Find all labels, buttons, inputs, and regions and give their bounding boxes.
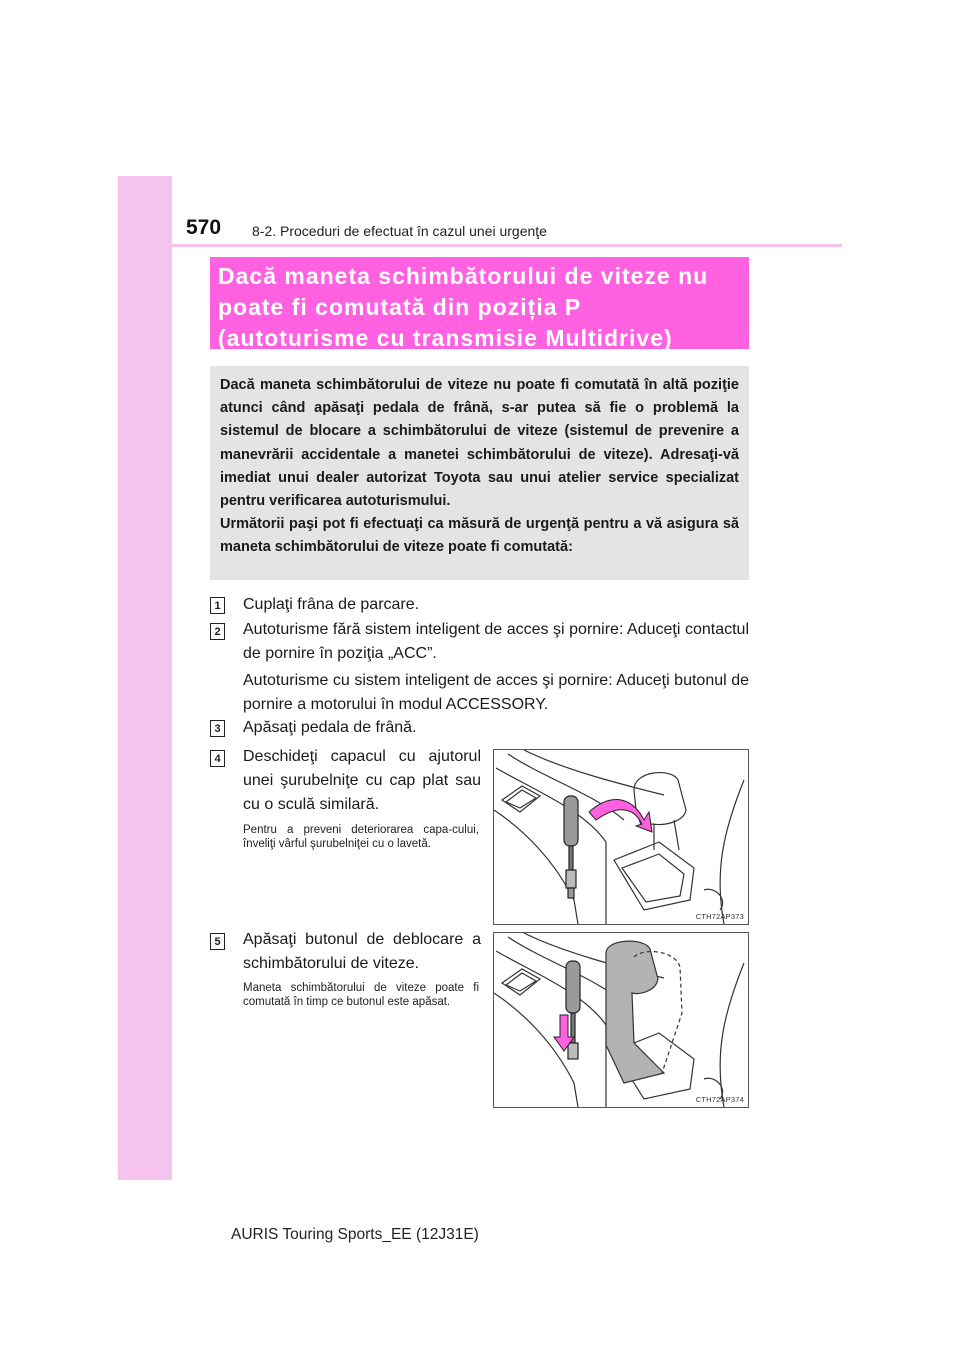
intro-box [210, 366, 749, 580]
figure-open-cover [493, 749, 749, 925]
step-2-text-alt: Autoturisme cu sistem inteligent de acces şi pornire: Aduceţi butonul de pornire a motorului în modul ACCESSORY. [243, 672, 749, 713]
section-title-line-3: (autoturisme cu transmisie Multidrive) [218, 325, 673, 351]
page-footer: AURIS Touring Sports_EE (12J31E) [231, 1226, 479, 1243]
section-title-line-1: Dacă maneta schimbătorului de viteze nu [218, 263, 709, 289]
intro-paragraph-1: Dacă maneta schimbătorului de viteze nu poate fi comutată în altă poziţie atunci când apăsaţi pedala de frână, s-ar putea să fie o problemă la sistemul de blocare a schimbătorului de viteze (sistemul de prevenire a manevrării accidentale a manetei schimbătorului de viteze). Adresaţi-vă imediat unui dealer autorizat Toyota sau unui atelier service specializat pentru verificarea autoturismului. [220, 377, 739, 510]
step-3-text: Apăsaţi pedala de frână. [243, 719, 417, 736]
shift-cover-illustration [494, 750, 748, 924]
step-4-note: Pentru a preveni deteriorarea capa-cului, înveliţi vârful şurubelniţei cu o lavetă. [243, 824, 479, 850]
figure-press-button [493, 932, 749, 1108]
section-header: 8-2. Proceduri de efectuat în cazul unei urgenţe [252, 223, 547, 239]
section-title-box [210, 257, 749, 349]
step-5-note: Maneta schimbătorului de viteze poate fi comutată în timp ce butonul este apăsat. [243, 982, 479, 1008]
section-title-line-2: poate fi comutată din poziția P [218, 294, 582, 320]
step-number-3: 3 [210, 720, 225, 737]
sidebar-tab [118, 176, 172, 1180]
figure-label-373: CTH72AP373 [695, 912, 744, 921]
figure-label-374: CTH72AP374 [695, 1095, 744, 1104]
page-number: 570 [186, 216, 222, 239]
step-2-text: Autoturisme fără sistem inteligent de acces şi pornire: Aduceţi contactul de pornire în poziţia „ACC”. [243, 621, 749, 662]
intro-paragraph-2: Următorii paşi pot fi efectuaţi ca măsură de urgenţă pentru a vă asigura să maneta schimbătorului de viteze poate fi comutată: [220, 516, 739, 556]
shift-button-illustration [494, 933, 748, 1107]
step-number-1: 1 [210, 597, 225, 614]
step-number-5: 5 [210, 933, 225, 950]
step-number-4: 4 [210, 750, 225, 767]
step-number-2: 2 [210, 623, 225, 640]
step-1-text: Cuplaţi frâna de parcare. [243, 596, 420, 613]
header-rule [172, 244, 842, 247]
step-4-text: Deschideţi capacul cu ajutorul unei şurubelniţe cu cap plat sau cu o sculă similară. [243, 748, 481, 813]
step-5-text: Apăsaţi butonul de deblocare a schimbătorului de viteze. [243, 931, 481, 972]
